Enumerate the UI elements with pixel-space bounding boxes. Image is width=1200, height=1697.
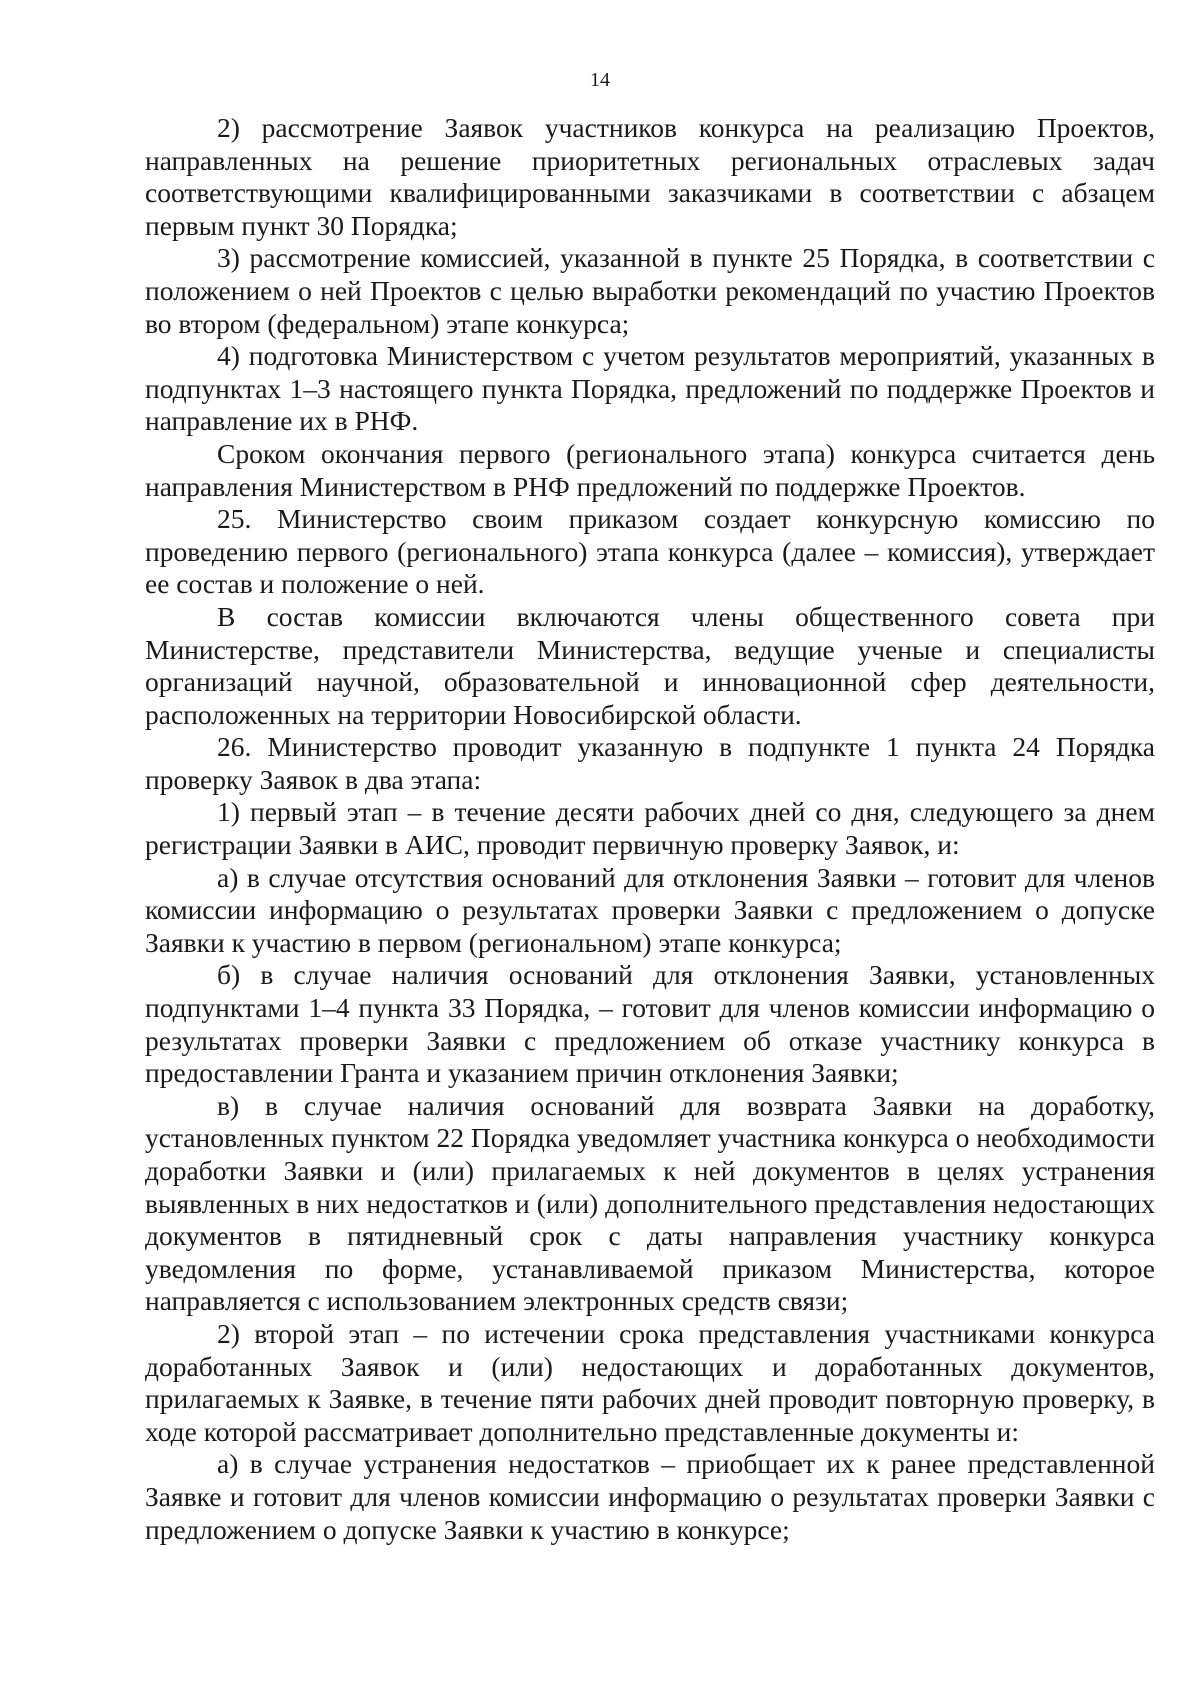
paragraph-clause-25: 25. Министерство своим приказом создает конкурсную комиссию по проведению первого (регионального) этапа конкурса (далее – комиссия), утверждает ее состав и положение о ней. xyxy=(145,503,1155,600)
paragraph-commission-composition: В состав комиссии включаются члены общественного совета при Министерстве, представители Министерства, ведущие ученые и специалисты организаций научной, образовательной и инновационной сфер деятельности, расположенных на территории Новосибирской области. xyxy=(145,600,1155,730)
document-body xyxy=(145,112,1155,1546)
paragraph-item-4-proposals: 4) подготовка Министерством с учетом результатов мероприятий, указанных в подпунктах 1–3 настоящего пункта Порядка, предложений по поддержке Проектов и направление их в РНФ. xyxy=(145,340,1155,437)
paragraph-second-stage: 2) второй этап – по истечении срока представления участниками конкурса доработанных Заявок и (или) недостающих и доработанных документов, прилагаемых к Заявке, в течение пяти рабочих дней проводит повторную проверку, в ходе которой рассматривает дополнительно представленные документы и: xyxy=(145,1317,1155,1447)
paragraph-clause-26: 26. Министерство проводит указанную в подпункте 1 пункта 24 Порядка проверку Заявок в два этапа: xyxy=(145,731,1155,795)
paragraph-first-stage: 1) первый этап – в течение десяти рабочих дней со дня, следующего за днем регистрации Заявки в АИС, проводит первичную проверку Заявок, и: xyxy=(145,796,1155,861)
paragraph-first-stage-c: в) в случае наличия оснований для возврата Заявки на доработку, установленных пунктом 22 Порядка уведомляет участника конкурса о необходимости доработки Заявки и (или) прилагаемых к ней документов в целях устранения выявленных в них недостатков и (или) дополнительного представления недостающих документов в пятидневный срок с даты направления участнику конкурса уведомления по форме, устанавливаемой приказом Министерства, которое направляется с использованием электронных средств связи; xyxy=(145,1089,1155,1317)
paragraph-first-stage-a: а) в случае отсутствия оснований для отклонения Заявки – готовит для членов комиссии информацию о результатах проверки Заявки с предложением о допуске Заявки к участию в первом (региональном) этапе конкурса; xyxy=(145,861,1155,958)
paragraph-second-stage-a: а) в случае устранения недостатков – приобщает их к ранее представленной Заявке и готовит для членов комиссии информацию о результатах проверки Заявки с предложением о допуске Заявки к участию в конкурсе; xyxy=(145,1448,1155,1545)
page-number: 14 xyxy=(590,69,610,91)
paragraph-stage-deadline: Сроком окончания первого (регионального этапа) конкурса считается день направления Министерством в РНФ предложений по поддержке Проектов. xyxy=(145,437,1155,502)
paragraph-item-2-review: 2) рассмотрение Заявок участников конкурса на реализацию Проектов, направленных на решение приоритетных региональных отраслевых задач соответствующими квалифицированными заказчиками в соответствии с абзацем первым пункт 30 Порядка; xyxy=(145,112,1155,241)
paragraph-first-stage-b: б) в случае наличия оснований для отклонения Заявки, установленных подпунктами 1–4 пункта 33 Порядка, – готовит для членов комиссии информацию о результатах проверки Заявки с предложением об отказе участнику конкурса в предоставлении Гранта и указанием причин отклонения Заявки; xyxy=(145,959,1155,1089)
paragraph-item-3-commission-review: 3) рассмотрение комиссией, указанной в пункте 25 Порядка, в соответствии с положением о ней Проектов с целью выработки рекомендаций по участию Проектов во втором (федеральном) этапе конкурса; xyxy=(145,242,1155,339)
